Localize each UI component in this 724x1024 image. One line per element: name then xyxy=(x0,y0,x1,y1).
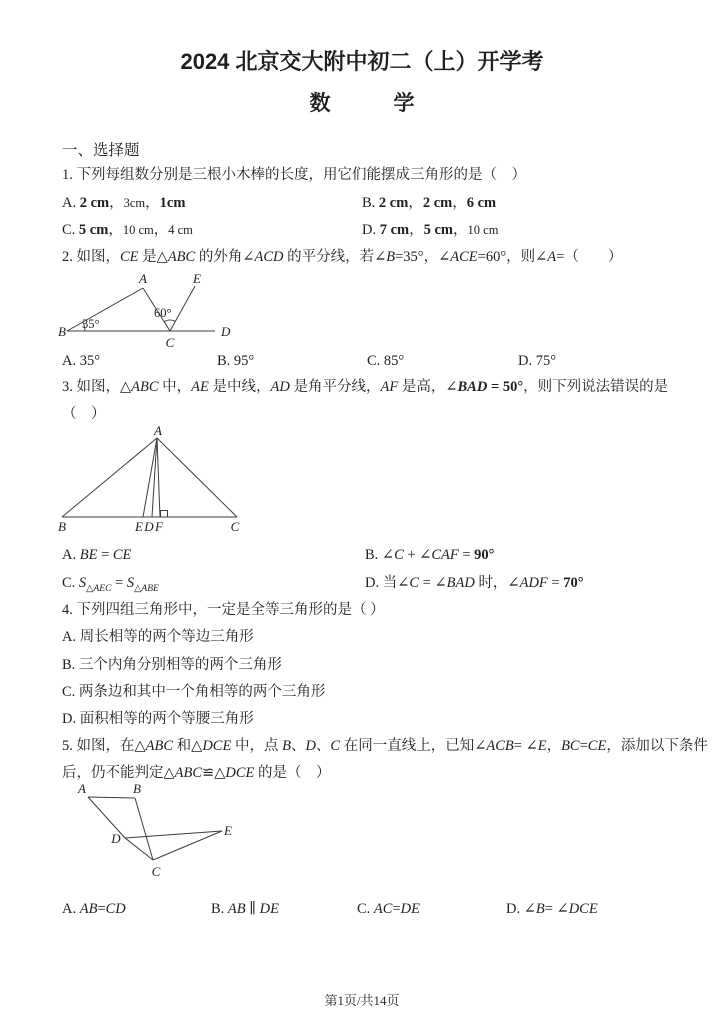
fig-q5-line-AB xyxy=(88,797,135,798)
q2-option-b: B. 95° xyxy=(217,353,255,369)
q3-option-c: C. $S_{\triangle AEC} = S_{\triangle ABE}$ xyxy=(62,575,159,594)
fig-q2-label-B: B xyxy=(58,324,66,339)
q4-option-c: C. 两条边和其中一个角相等的两个三角形 xyxy=(62,684,326,700)
fig-q2-line-CE xyxy=(170,286,195,331)
fig-q2-angle-arc-C xyxy=(164,320,175,322)
q4-option-b: B. 三个内角分别相等的两个三角形 xyxy=(62,657,282,673)
fig-q5-label-C: C xyxy=(151,864,161,879)
fig-q3-label-F: F xyxy=(155,519,163,534)
q1-option-c: C. 5 cm，10 cm，4 cm xyxy=(62,222,193,238)
question-3-stem-line2: （ ） xyxy=(62,406,106,422)
fig-q5-label-A: A xyxy=(78,781,86,796)
question-3-stem-line1: 3. 如图，△ABC 中，AE 是中线，AD 是角平分线，AF 是高，∠BAD = 50°，则下列说法错误的是 xyxy=(62,379,669,395)
fig-q2-label-A: A xyxy=(139,271,147,286)
question-1-stem: 1. 下列每组数分别是三根小木棒的长度，用它们能摆成三角形的是（ ） xyxy=(62,167,526,183)
fig-q3-line-AF-altitude xyxy=(157,438,160,517)
fig-q5-label-D: D xyxy=(111,831,121,846)
q3-option-d: D. 当∠C = ∠BAD 时，∠ADF = 70° xyxy=(365,575,584,591)
fig-q5-label-E: E xyxy=(224,823,232,838)
question-4-stem: 4. 下列四组三角形中，一定是全等三角形的是（ ） xyxy=(62,602,385,618)
q1-option-b: B. 2 cm，2 cm，6 cm xyxy=(362,195,497,211)
question-5-stem-line2: 后，仍不能判定△ABC≌△DCE 的是（ ） xyxy=(62,765,331,781)
fig-q5-label-B: B xyxy=(133,781,141,796)
q2-option-c: C. 85° xyxy=(367,353,405,369)
q5-option-a: A. AB=CD xyxy=(62,901,126,917)
fig-q3-label-B: B xyxy=(58,519,66,534)
fig-q2-label-E: E xyxy=(193,271,201,286)
q5-option-b: B. AB ∥ DE xyxy=(211,901,279,917)
q2-option-d: D. 75° xyxy=(518,353,557,369)
question-5-stem-line1: 5. 如图，在△ABC 和△DCE 中，点 B、D、C 在同一直线上，已知∠ACB= ∠E，BC=CE，添加以下条件 xyxy=(62,738,708,754)
q5-option-c: C. AC=DE xyxy=(357,901,420,917)
question-2-stem: 2. 如图，CE 是△ABC 的外角∠ACD 的平分线，若∠B=35°，∠ACE=60°，则∠A=（ ） xyxy=(62,249,623,265)
fig-q5-line-BC xyxy=(135,798,153,860)
q2-option-a: A. 35° xyxy=(62,353,101,369)
q1-option-a: A. 2 cm，3cm，1cm xyxy=(62,195,186,211)
fig-q2-label-D: D xyxy=(221,324,231,339)
fig-q2-angle-C-value: 60° xyxy=(154,306,172,320)
fig-q3-label-D: D xyxy=(144,519,154,534)
page-number: 第1页/共14页 xyxy=(324,993,400,1008)
fig-q5-line-DC xyxy=(125,838,153,860)
q5-option-d: D. ∠B= ∠DCE xyxy=(506,901,598,917)
fig-q2-label-C: C xyxy=(165,335,175,350)
subject-title: 数 学 xyxy=(309,92,415,115)
figure-q3-triangle-cevians xyxy=(55,423,255,540)
q4-option-a: A. 周长相等的两个等边三角形 xyxy=(62,629,254,645)
fig-q3-label-E: E xyxy=(135,519,143,534)
figure-q2-triangle-exterior-angle xyxy=(57,272,297,352)
q1-option-d: D. 7 cm，5 cm，10 cm xyxy=(362,222,499,238)
q4-option-d: D. 面积相等的两个等腰三角形 xyxy=(62,711,254,727)
fig-q2-line-BA xyxy=(67,288,143,331)
fig-q3-label-C: C xyxy=(230,519,240,534)
q3-option-a: A. BE = CE xyxy=(62,547,132,563)
fig-q3-label-A: A xyxy=(154,423,162,438)
fig-q3-line-AC xyxy=(157,438,237,517)
section-heading: 一、选择题 xyxy=(62,142,140,159)
figure-q5-two-triangles xyxy=(70,780,245,885)
fig-q3-right-angle-mark xyxy=(161,511,168,518)
exam-title: 2024 北京交大附中初二（上）开学考 xyxy=(180,49,544,74)
fig-q2-angle-B-value: 35° xyxy=(82,317,100,331)
fig-q3-line-BA xyxy=(62,438,157,517)
q3-option-b: B. ∠C + ∠CAF = 90° xyxy=(365,547,495,563)
